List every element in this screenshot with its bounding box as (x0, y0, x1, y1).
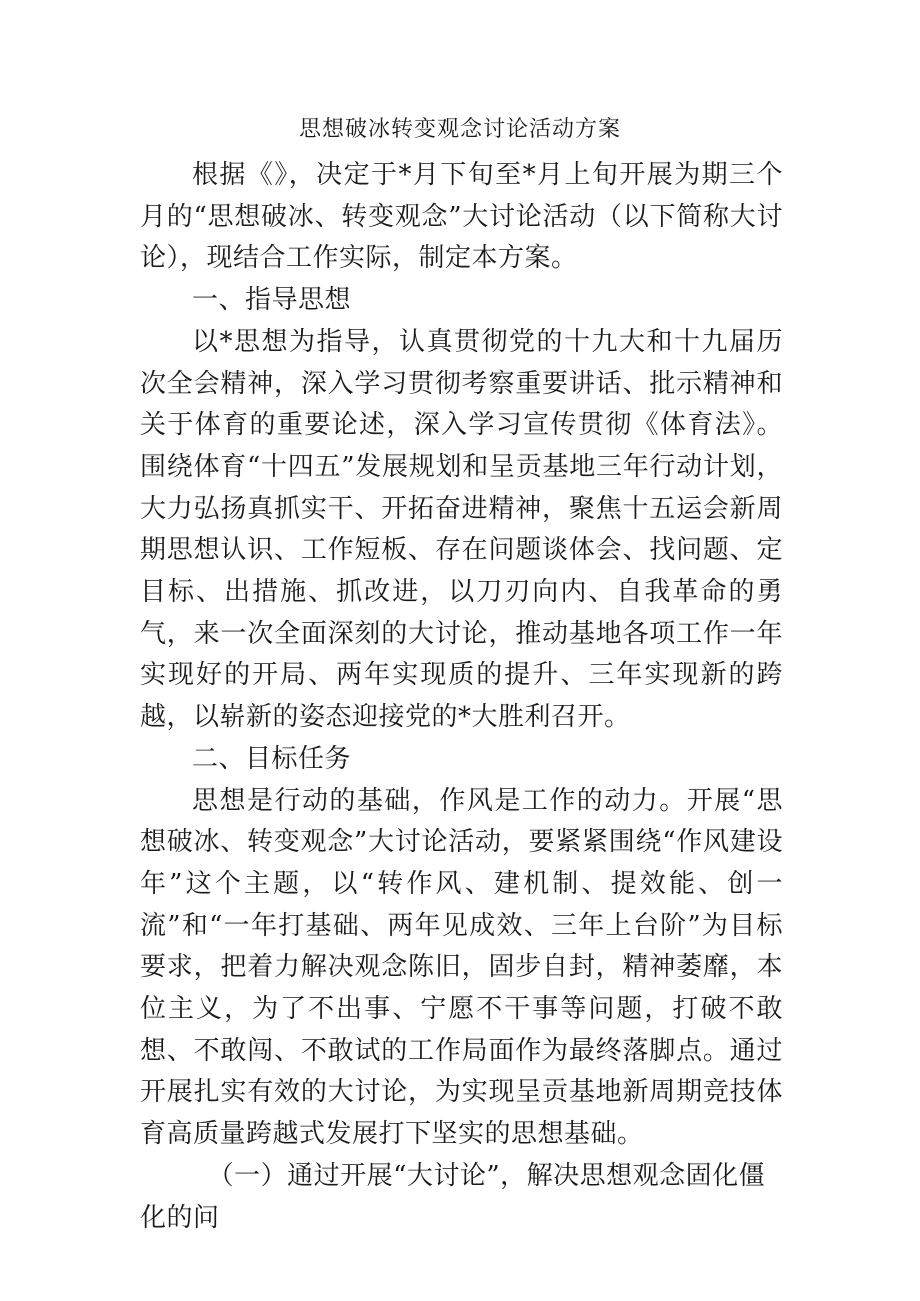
section-2-subheading-1: （一）通过开展“大讨论”，解决思想观念固化僵化的问 (140, 1160, 766, 1233)
document-title: 思想破冰转变观念讨论活动方案 (298, 117, 621, 142)
section-2-heading: 二、目标任务 (192, 743, 352, 774)
section-2-paragraph: 思想是行动的基础，作风是工作的动力。开展“思想破冰、转变观念”大讨论活动，要紧紧围绕“作风建设年”这个主题，以“转作风、建机制、提效能、创一流”和“一年打基础、两年见成效、三年上台阶”为目标要求，把着力解决观念陈旧，固步自封，精神萎靡，本位主义，为了不出事、宁愿不干事等问题，打破不敢想、不敢闯、不敢试的工作局面作为最终落脚点。通过开展扎实有效的大讨论，为实现呈贡基地新周期竞技体育高质量跨越式发展打下坚实的思想基础。 (140, 785, 783, 1150)
document-body (140, 155, 783, 1239)
section-1-paragraph: 以*思想为指导，认真贯彻党的十九大和十九届历次全会精神，深入学习贯彻考察重要讲话、批示精神和关于体育的重要论述，深入学习宣传贯彻《体育法》。围绕体育“十四五”发展规划和呈贡基地三年行动计划，大力弘扬真抓实干、开拓奋进精神，聚焦十五运会新周期思想认识、工作短板、存在问题谈体会、找问题、定目标、出措施、抓改进，以刀刃向内、自我革命的勇气，来一次全面深刻的大讨论，推动基地各项工作一年实现好的开局、两年实现质的提升、三年实现新的跨越，以崭新的姿态迎接党的*大胜利召开。 (140, 326, 783, 733)
intro-paragraph: 根据《》，决定于*月下旬至*月上旬开展为期三个月的“思想破冰、转变观念”大讨论活动（以下简称大讨论），现结合工作实际，制定本方案。 (140, 160, 783, 274)
section-1-heading: 一、指导思想 (192, 285, 352, 316)
